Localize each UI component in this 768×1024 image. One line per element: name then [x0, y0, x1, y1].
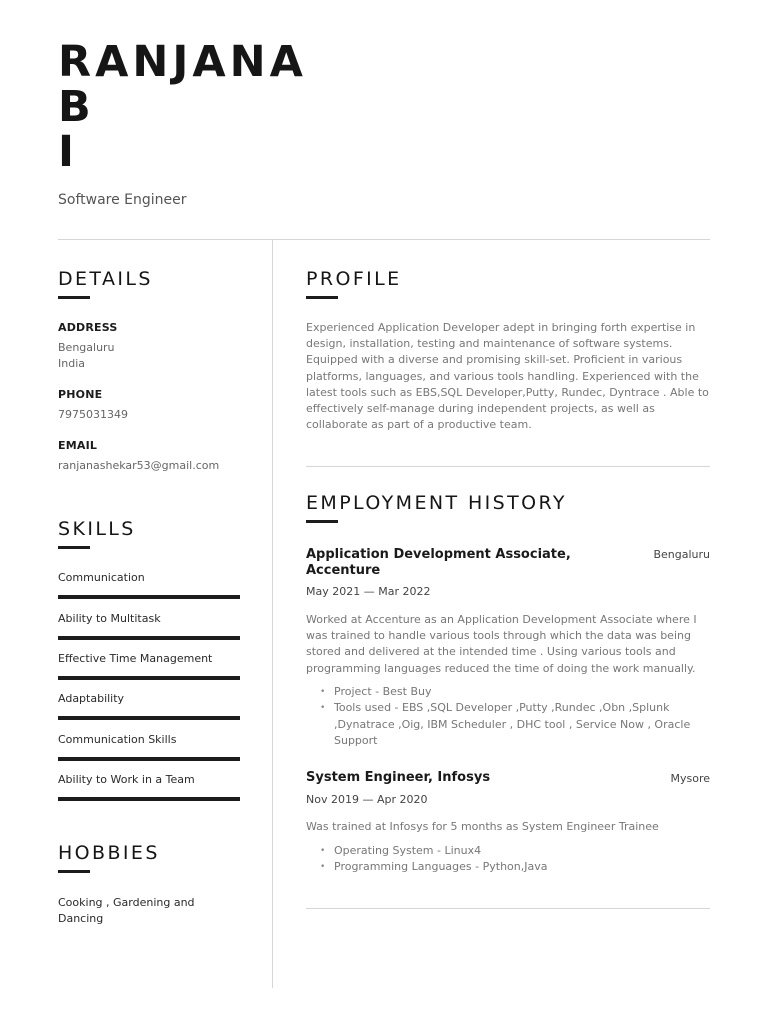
job-description: Worked at Accenture as an Application Development Associate where I was trained to handle various tools through which the data was being stored and delivered at the intended time . Using various tools and programming languages reduced the time of doing the work manually. — [306, 613, 697, 675]
skill-item — [58, 612, 240, 628]
job-dates: Nov 2019 — Apr 2020 — [306, 793, 428, 806]
employment-divider — [306, 908, 710, 909]
job-description: Was trained at Infosys for 5 months as System Engineer Trainee — [306, 820, 659, 833]
email-value: ranjanashekar53@gmail.com — [58, 459, 220, 472]
address-line-1: Bengaluru — [58, 341, 115, 354]
skill-name: Ability to Multitask — [58, 612, 161, 625]
hobbies-text: Cooking , Gardening and Dancing — [58, 896, 195, 925]
profile-heading: PROFILE — [306, 268, 402, 290]
skill-level-bar — [58, 757, 240, 761]
email-label: EMAIL — [58, 439, 98, 452]
profile-text: Experienced Application Developer adept in bringing forth expertise in design, installation, testing and maintenance of software systems. Equipped with a diverse and promising skill-set. Proficient in various platforms, languages, and various tools handling. Experienced with the latest tools such as EBS,SQL Developer,Putty, Rundec, Dyntrace . Able to effectively self-manage during independent projects, as well as collaborate as part of a productive team. — [306, 321, 709, 432]
list-item: • Operating System - Linux4 — [320, 843, 710, 859]
employment-heading: EMPLOYMENT HISTORY — [306, 492, 567, 514]
hobbies-heading: HOBBIES — [58, 842, 160, 864]
address-value — [58, 340, 115, 372]
skill-name: Ability to Work in a Team — [58, 773, 195, 786]
profile-heading-rule — [306, 296, 338, 299]
candidate-name — [58, 37, 307, 177]
phone-value: 7975031349 — [58, 408, 128, 421]
job-title-heading: Application Development Associate, Accenture — [306, 547, 571, 578]
list-item: • Tools used - EBS ,SQL Developer ,Putty ,Rundec ,Obn ,Splunk ,Dynatrace ,Oig, IBM Scheduler , DHC tool , Service Now , Oracle Support — [320, 700, 710, 749]
skill-level-bar — [58, 716, 240, 720]
skill-level-bar — [58, 676, 240, 680]
skills-heading: SKILLS — [58, 518, 136, 540]
skill-level-bar — [58, 797, 240, 801]
job-title-heading: System Engineer, Infosys — [306, 770, 491, 785]
skill-item — [58, 773, 240, 789]
skill-item — [58, 652, 240, 668]
address-line-2: India — [58, 357, 85, 370]
column-divider — [272, 240, 273, 988]
list-item: • Project - Best Buy — [320, 684, 710, 700]
address-label: ADDRESS — [58, 321, 118, 334]
profile-divider — [306, 466, 710, 467]
name-line-3: I — [58, 127, 78, 177]
job-location: Bengaluru — [653, 548, 710, 561]
skill-name: Communication Skills — [58, 733, 177, 746]
skill-name: Communication — [58, 571, 145, 584]
skills-heading-rule — [58, 546, 90, 549]
phone-label: PHONE — [58, 388, 103, 401]
header-divider — [58, 239, 710, 240]
details-heading: DETAILS — [58, 268, 153, 290]
list-item: • Programming Languages - Python,Java — [320, 859, 710, 875]
job-title: Software Engineer — [58, 192, 187, 208]
job-bullets — [320, 684, 710, 749]
skill-name: Adaptability — [58, 692, 125, 705]
skill-item — [58, 733, 240, 749]
name-line-2: B — [58, 82, 95, 132]
skill-level-bar — [58, 636, 240, 640]
hobbies-heading-rule — [58, 870, 90, 873]
employment-heading-rule — [306, 520, 338, 523]
skill-item — [58, 692, 240, 708]
job-bullets — [320, 843, 710, 876]
skill-level-bar — [58, 595, 240, 599]
job-dates: May 2021 — Mar 2022 — [306, 585, 431, 598]
job-location: Mysore — [670, 772, 710, 785]
name-line-1: RANJANA — [58, 37, 307, 87]
skill-name: Effective Time Management — [58, 652, 213, 665]
skill-item — [58, 571, 240, 587]
details-heading-rule — [58, 296, 90, 299]
